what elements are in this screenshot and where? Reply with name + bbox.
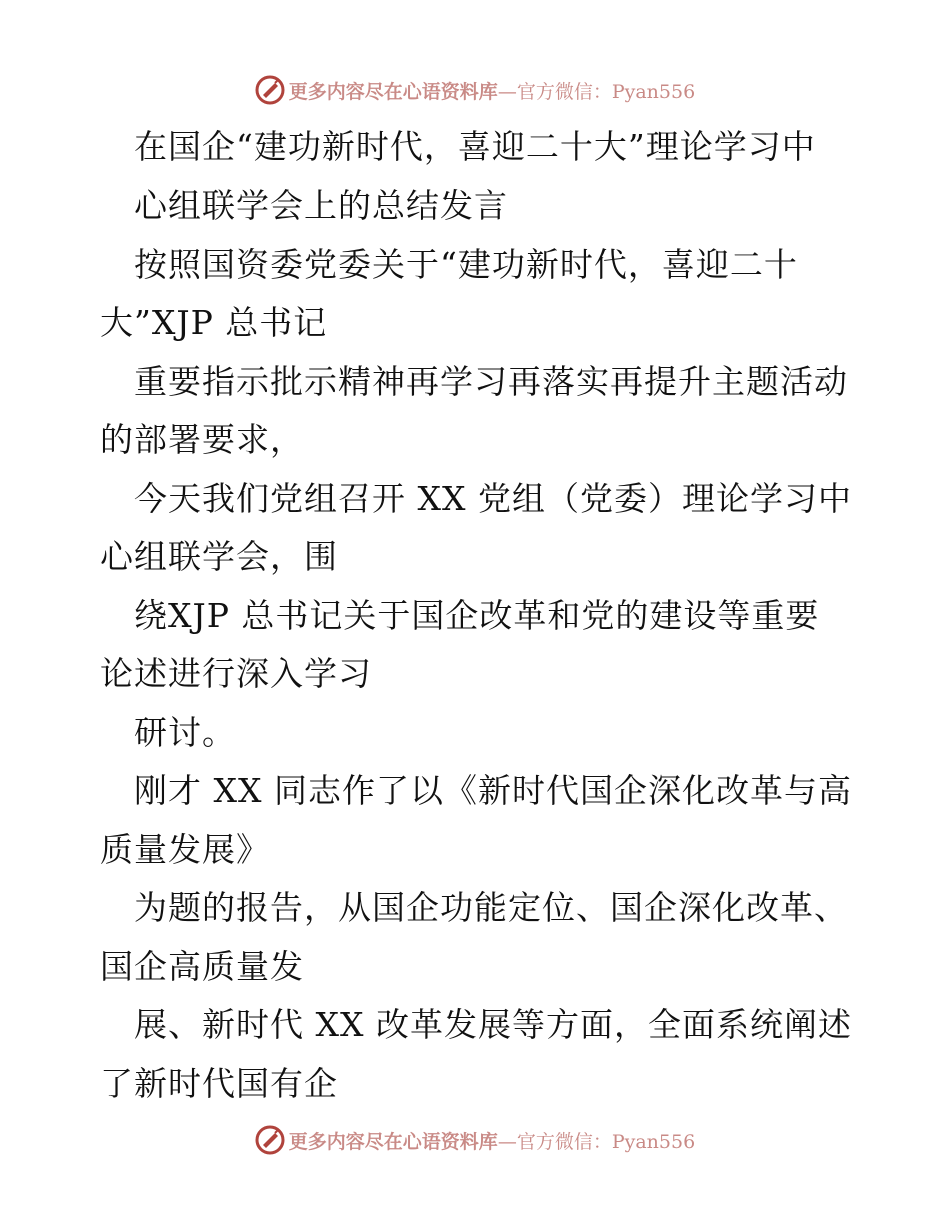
text-line: 心组联学会，围 — [100, 537, 338, 576]
text-line: 展、新时代 XX 改革发展等方面，全面系统阐述 — [134, 1005, 852, 1044]
watermark-account: Pyan556 — [611, 1130, 696, 1153]
watermark-text — [289, 1127, 695, 1154]
book-quill-logo-icon — [255, 1125, 285, 1155]
watermark-brand: 更多内容尽在心语资料库 — [288, 1130, 498, 1153]
watermark-text — [289, 77, 695, 104]
text-line: 大”XJP 总书记 — [100, 303, 328, 342]
watermark-dash: — — [497, 1130, 517, 1153]
text-line: 为题的报告，从国企功能定位、国企深化改革、 — [134, 888, 848, 927]
text-line: 心组联学会上的总结发言 — [134, 186, 508, 225]
text-line: 研讨。 — [134, 713, 236, 752]
text-line: 国企高质量发 — [100, 947, 304, 986]
text-line: 在国企“建功新时代，喜迎二十大”理论学习中 — [134, 127, 816, 166]
text-line: 质量发展》 — [100, 830, 270, 869]
footer-watermark — [0, 1122, 950, 1158]
watermark-account: Pyan556 — [611, 80, 696, 103]
text-line: 绕XJP 总书记关于国企改革和党的建设等重要 — [134, 596, 820, 635]
header-watermark — [0, 72, 950, 108]
text-line: 按照国资委党委关于“建功新时代，喜迎二十 — [134, 245, 798, 284]
watermark-suffix: 官方微信： — [516, 1130, 612, 1153]
text-line: 刚才 XX 同志作了以《新时代国企深化改革与高 — [134, 771, 852, 810]
watermark-suffix: 官方微信： — [516, 80, 612, 103]
watermark-brand: 更多内容尽在心语资料库 — [288, 80, 498, 103]
book-quill-logo-icon — [255, 75, 285, 105]
text-line: 的部署要求， — [100, 420, 304, 459]
text-line: 了新时代国有企 — [100, 1064, 338, 1103]
text-line: 重要指示批示精神再学习再落实再提升主题活动 — [134, 362, 848, 401]
text-line: 论述进行深入学习 — [100, 654, 372, 693]
text-line: 今天我们党组召开 XX 党组（党委）理论学习中 — [134, 479, 852, 518]
watermark-dash: — — [497, 80, 517, 103]
